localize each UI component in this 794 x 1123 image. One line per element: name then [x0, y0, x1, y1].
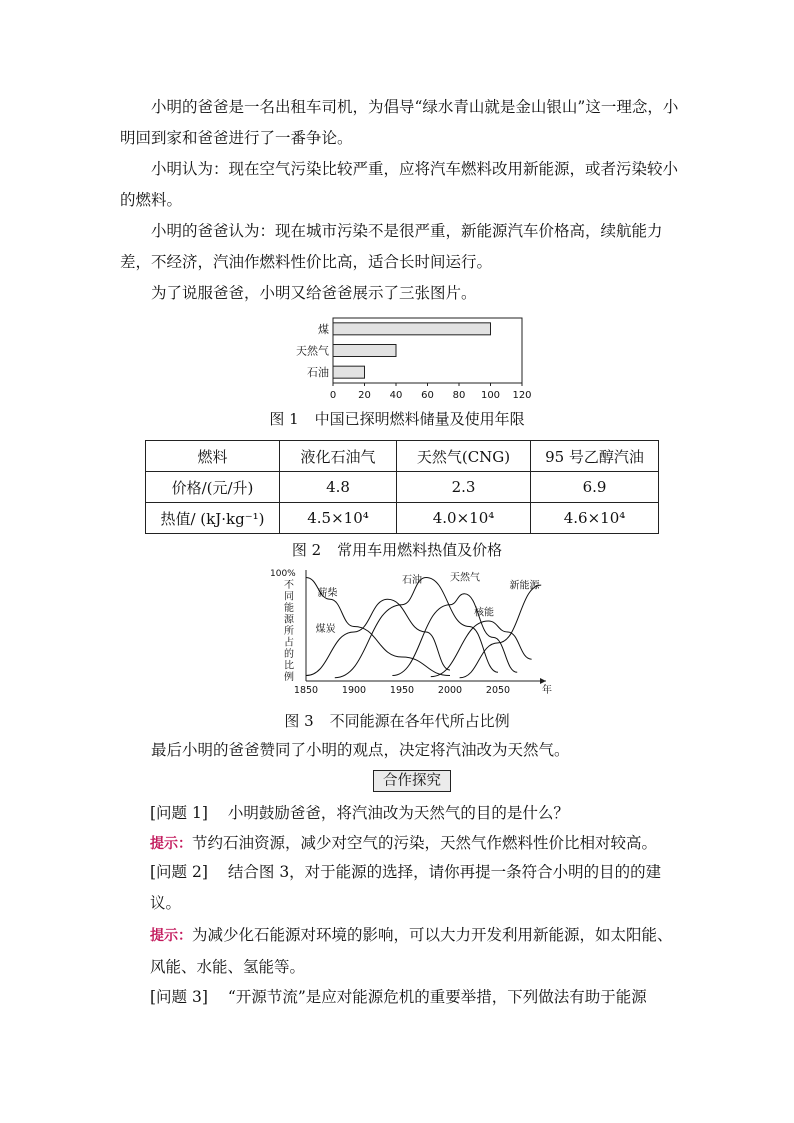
series-label: 石油	[402, 574, 422, 586]
table-header-cell: 燃料	[146, 441, 280, 472]
category-label: 天然气	[296, 344, 329, 358]
y-label-char: 比	[284, 660, 294, 672]
x-axis-arrow	[540, 678, 546, 684]
category-label: 石油	[307, 366, 329, 380]
hint-2-text: 为减少化石能源对环境的影响，可以大力开发利用新能源，如太阳能、风能、水能、氢能等。	[150, 926, 673, 976]
question-3-text: “开源节流”是应对能源危机的重要举措，下列做法有助于能源	[227, 988, 647, 1006]
table-cell: 4.8	[280, 472, 397, 503]
x-tick-label: 2000	[437, 685, 463, 696]
fuel-reserve-bar-chart	[285, 312, 545, 402]
x-tick-label: 2050	[485, 685, 511, 696]
question-1-tag: [问题 1]	[150, 804, 208, 822]
y-label-char: 的	[284, 649, 294, 660]
x-tick-label: 1950	[389, 685, 415, 696]
paragraph-three-pictures: 为了说服爸爸，小明又给爸爸展示了三张图片。	[151, 284, 477, 302]
hint-2	[150, 920, 680, 983]
x-tick-label: 0	[329, 390, 337, 401]
hint-1-text: 节约石油资源，减少对空气的污染，天然气作燃料性价比相对较高。	[192, 834, 658, 852]
figure2-caption	[0, 539, 794, 560]
table-row	[146, 472, 659, 503]
hint-2-label: 提示：	[150, 928, 192, 944]
table-cell: 价格/(元/升)	[146, 472, 280, 503]
energy-share-line-chart	[268, 564, 558, 700]
table-cell: 4.6×10⁴	[531, 503, 659, 534]
x-tick-label: 1850	[293, 685, 319, 696]
figure3-caption	[0, 710, 794, 731]
category-label: 煤	[318, 322, 329, 336]
figure1-title: 中国已探明燃料储量及使用年限	[314, 410, 525, 428]
fuel-table	[145, 440, 659, 534]
y-label-char: 能	[284, 603, 294, 614]
question-2-text: 结合图 3，对于能源的选择，请你再提一条符合小明的目的的建议。	[150, 863, 662, 912]
table-header-row	[146, 441, 659, 472]
bar-煤	[333, 323, 491, 335]
y-label-char: 占	[284, 637, 294, 649]
hint-1-label: 提示：	[150, 836, 192, 852]
paragraph-conclusion: 最后小明的爸爸赞同了小明的观点，决定将汽油改为天然气。	[151, 741, 570, 759]
y-label-char: 不	[284, 580, 294, 591]
y-top-label: 100%	[270, 569, 296, 579]
x-unit-label: 年	[542, 685, 552, 696]
section-heading: 合作探究	[373, 770, 451, 792]
y-label-char: 所	[284, 626, 294, 637]
figure3-title: 不同能源在各年代所占比例	[329, 712, 510, 730]
table-header-cell: 液化石油气	[280, 441, 397, 472]
x-tick-label: 1900	[341, 685, 367, 696]
table-cell: 2.3	[397, 472, 531, 503]
table-row	[146, 503, 659, 534]
series-label: 新能源	[509, 580, 540, 592]
y-label-char: 例	[284, 672, 294, 683]
figure2-number: 图 2	[291, 541, 322, 559]
x-tick-label: 60	[421, 390, 434, 401]
table-cell: 4.5×10⁴	[280, 503, 397, 534]
question-2-tag: [问题 2]	[150, 863, 208, 881]
table-header-cell: 95 号乙醇汽油	[531, 441, 659, 472]
x-tick-label: 100	[480, 390, 501, 401]
figure1-caption	[0, 408, 794, 429]
x-tick-label: 20	[358, 390, 371, 401]
series-label: 薪柴	[317, 587, 338, 599]
paragraph-father-view: 小明的爸爸认为：现在城市污染不是很严重，新能源汽车价格高，续航能力差，不经济，汽油作燃料性价比高，适合长时间运行。	[120, 222, 663, 271]
table-cell: 热值/ (kJ·kg⁻¹)	[146, 503, 280, 534]
figure2-title: 常用车用燃料热值及价格	[337, 541, 503, 559]
y-label-char: 源	[284, 614, 294, 626]
y-label-char: 同	[284, 591, 294, 603]
x-tick-label: 120	[512, 390, 532, 401]
paragraph-intro: 小明的爸爸是一名出租车司机，为倡导“绿水青山就是金山银山”这一理念，小明回到家和爸爸进行了一番争论。	[120, 98, 679, 147]
table-cell: 4.0×10⁴	[397, 503, 531, 534]
figure1-number: 图 1	[269, 410, 299, 428]
x-tick-label: 40	[389, 390, 403, 401]
question-2	[150, 857, 680, 919]
table-header-cell: 天然气(CNG)	[397, 441, 531, 472]
series-label: 核能	[474, 607, 494, 619]
bar-石油	[333, 366, 365, 378]
x-tick-label: 80	[452, 390, 466, 401]
bar-天然气	[333, 345, 396, 357]
question-3	[150, 982, 680, 1013]
series-line	[306, 599, 450, 675]
question-1-text: 小明鼓励爸爸，将汽油改为天然气的目的是什么？	[227, 804, 569, 822]
series-label: 天然气	[450, 572, 480, 584]
series-label: 煤炭	[315, 623, 336, 635]
hint-1	[150, 828, 680, 860]
question-3-tag: [问题 3]	[150, 988, 208, 1006]
paragraph-xiaoming-view: 小明认为：现在空气污染比较严重，应将汽车燃料改用新能源，或者污染较小的燃料。	[120, 160, 679, 209]
series-line	[392, 594, 517, 676]
table-cell: 6.9	[531, 472, 659, 503]
question-1	[150, 798, 680, 829]
figure3-number: 图 3	[284, 712, 314, 730]
